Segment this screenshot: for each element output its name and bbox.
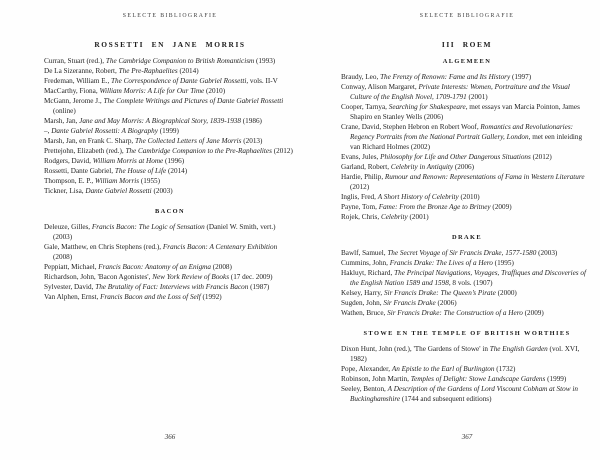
entry-detail: , met een inleiding van Richard Holmes (2002) [350,133,583,151]
entry-author: Marsh, Jan, [44,117,80,125]
entry-title: Philosophy for Life and Other Dangerous Situations [380,153,531,161]
bibliography-entry [44,242,296,262]
section-heading: BACON [154,208,186,215]
entry-title: Dante Gabriel Rossetti: A Biography [51,127,158,135]
section-heading: ALGEMEEN [442,58,492,65]
entry-title: The House of Life [114,167,167,175]
entry-author: Thompson, E. P., [44,177,95,185]
entry-title: Francis Bacon and the Loss of Self [100,293,201,301]
entry-detail: (1993) [254,57,276,65]
entry-title: Dante Gabriel Rossetti [85,187,152,195]
entry-title: Sir Francis Drake: The Construction of a Hero [387,309,523,317]
bibliography-entry [341,152,593,162]
entry-author: Sugden, John, [341,299,384,307]
entry-title: Sir Francis Drake: The Queen’s Pirate [383,289,496,297]
entry-detail: (2010) [204,87,226,95]
entry-title: William Morris: A Life for Our Time [99,87,205,95]
bibliography-entry [44,66,296,76]
entry-author: Rossetti, Dante Gabriel, [44,167,115,175]
entry-detail: (1995) [492,259,514,267]
entry-author: Hardie, Philip, [341,173,385,181]
entry-author: Van Alphen, Ernst, [44,293,101,301]
entry-detail: (online) [53,107,76,115]
entry-detail: , vols. II-V [246,77,278,85]
entry-author: Sylvester, David, [44,283,96,291]
entry-author: Pope, Alexander, [341,365,392,373]
bibliography-entry [341,298,593,308]
bibliography-entry [44,56,296,66]
entry-detail: (2008) [53,253,73,261]
entry-detail: (2013) [241,137,263,145]
entry-title: William Morris [94,177,140,185]
entry-title: Francis Drake: The Lives of a Hero [389,259,493,267]
bibliography-entry [341,72,593,82]
entry-detail: (1732) [494,365,516,373]
bibliography-entry [341,344,593,364]
entry-author: Tickner, Lisa, [44,187,86,195]
running-head-left: SELECTE BIBLIOGRAFIE [122,13,218,19]
entry-detail: (2012) [530,153,552,161]
entry-title: An Epistle to the Earl of Burlington [391,365,495,373]
entry-detail: (1999) [545,375,567,383]
entry-title: The Collected Letters of Jane Morris [135,137,242,145]
entry-detail: (2012) [271,147,293,155]
bibliography-entry [341,308,593,318]
bibliography-entry [44,292,296,302]
entry-author: Fredeman, William E., [44,77,112,85]
bibliography-sections-left [44,40,296,302]
entry-detail: (1996) [163,157,185,165]
bibliography-entry [341,248,593,258]
entry-title: A Short History of Celebrity [377,193,459,201]
entry-title: The Complete Writings and Pictures of Dante Gabriel Rossetti [103,97,284,105]
bibliography-entry [341,384,593,404]
entry-title: New York Review of Books [152,273,229,281]
entry-author: Garland, Robert, [341,163,391,171]
bibliography-entry [44,96,296,116]
bibliography-entry [44,146,296,156]
entry-author: Cummins, John, [341,259,390,267]
entry-title: The Principal Navigations, Voyages, Traffiques and Discoveries of the English Nation 1589 and 1598 [350,269,586,287]
entry-detail: (1999) [157,127,179,135]
entry-title: Romantics and Revolutionaries: Regency Portraits from the National Portrait Gallery, London [350,123,574,141]
running-head-right: SELECTE BIBLIOGRAFIE [419,13,515,19]
entry-title: The Frenzy of Renown: Fame and Its History [380,73,511,81]
entry-author: Cooper, Tarnya, [341,103,389,111]
entry-title: The Brutality of Fact: Interviews with Francis Bacon [95,283,249,291]
bibliography-entry [341,82,593,102]
bibliography-entry [341,162,593,172]
entry-detail: (2001) [466,93,488,101]
bibliography-entry [341,102,593,122]
bibliography-entry [44,186,296,196]
entry-detail: (2006) [435,299,457,307]
bibliography-entry [44,282,296,292]
entry-detail: (2003) [536,249,558,257]
bibliography-entry [44,116,296,126]
bibliography-entry [44,272,296,282]
entry-detail: (2001) [407,213,429,221]
entry-author: –, [44,127,52,135]
entry-title: The English Garden [489,345,548,353]
bibliography-entry [44,262,296,272]
entry-author: Prettejohn, Elizabeth (red.), [44,147,126,155]
entry-detail: (Daniel W. Smith, vert.) (2003) [53,223,276,241]
entry-title: The Cambridge Companion to British Romanticism [105,57,255,65]
entry-detail: (1986) [240,117,262,125]
bibliography-entry [44,176,296,186]
entry-author: Conway, Alison Margaret, [341,83,419,91]
entry-detail: (2006) [453,163,475,171]
entry-detail: (2003) [151,187,173,195]
entry-title: The Pre-Raphaelites [118,67,178,75]
bibliography-entry [341,212,593,222]
bibliography-entry [44,136,296,146]
entry-detail: (2009) [522,309,544,317]
entry-author: Richardson, John, 'Bacon Agonistes', [44,273,153,281]
bibliography-entry [341,122,593,152]
entry-author: Peppiatt, Michael, [44,263,99,271]
entry-author: Braudy, Leo, [341,73,381,81]
entry-author: Kelsey, Harry, [341,289,384,297]
entry-author: Curran, Stuart (red.), [44,57,106,65]
entry-detail: (1992) [200,293,222,301]
bibliography-entry [44,76,296,86]
entry-title: Francis Bacon: The Logic of Sensation [91,223,205,231]
entry-title: Celebrity in Antiquity [390,163,454,171]
entry-detail: (1744 and subsequent editions) [400,395,492,403]
entry-title: Temples of Delight: Stowe Landscape Gardens [410,375,546,383]
page-left [44,0,296,460]
bibliography-entry [341,288,593,298]
entry-detail: (2014) [166,167,188,175]
entry-title: Private Interests: Women, Portraiture and the Visual Culture of the English Novel, 1709-1791 [350,83,570,101]
entry-title: Francis Bacon: Anatomy of an Enigma [98,263,211,271]
entry-author: Bawlf, Samuel, [341,249,388,257]
entry-author: De La Sizeranne, Robert, [44,67,119,75]
entry-detail: (2000) [495,289,517,297]
chapter-heading: ROSSETTI EN JANE MORRIS [94,40,246,49]
entry-title: Searching for Shakespeare [388,103,466,111]
entry-title: Celebrity [380,213,408,221]
entry-detail: (17 dec. 2009) [229,273,273,281]
entry-detail: (2010) [458,193,480,201]
bibliography-entry [341,172,593,192]
entry-detail: (1987) [248,283,270,291]
entry-detail: (2009) [490,203,512,211]
entry-detail: (2014) [177,67,199,75]
bibliography-entry [44,126,296,136]
entry-author: Evans, Jules, [341,153,381,161]
entry-detail: , 8 vols. (1907) [448,279,493,287]
entry-title: The Correspondence of Dante Gabriel Rossetti [111,77,247,85]
bibliography-entry [44,86,296,96]
bibliography-entry [341,202,593,212]
entry-detail: (vol. XVI, 1982) [350,345,580,363]
entry-title: Jane and May Morris: A Biographical Story, 1839-1938 [79,117,241,125]
entry-title: Fame: From the Bronze Age to Britney [378,203,491,211]
bibliography-entry [44,166,296,176]
bibliography-entry [341,192,593,202]
entry-title: The Secret Voyage of Sir Francis Drake, 1577-1580 [387,249,537,257]
entry-detail: (1955) [139,177,161,185]
bibliography-sections-right [341,40,593,404]
entry-author: Inglis, Fred, [341,193,378,201]
entry-author: Rodgers, David, [44,157,93,165]
entry-title: Rumour and Renown: Representations of Fama in Western Literature [384,173,585,181]
entry-author: Gale, Matthew, en Chris Stephens (red.), [44,243,163,251]
bibliography-entry [341,268,593,288]
entry-author: Rojek, Chris, [341,213,381,221]
entry-author: Robinson, John Martin, [341,375,411,383]
entry-title: The Cambridge Companion to the Pre-Raphaelites [125,147,272,155]
entry-author: Seeley, Benton, [341,385,388,393]
bibliography-entry [341,258,593,268]
entry-title: Francis Bacon: A Centenary Exhibition [162,243,278,251]
entry-author: Dixon Hunt, John (red.), 'The Gardens of Stowe' in [341,345,490,353]
bibliography-entry [341,364,593,374]
entry-author: Wathen, Bruce, [341,309,388,317]
entry-detail: (2008) [210,263,232,271]
entry-title: William Morris at Home [92,157,164,165]
chapter-heading: III ROEM [441,40,493,49]
entry-author: MacCarthy, Fiona, [44,87,100,95]
page-number-left: 366 [164,433,176,441]
page-right [341,0,593,460]
entry-author: Marsh, Jan, en Frank C. Sharp, [44,137,136,145]
entry-author: McGann, Jerome J., [44,97,104,105]
entry-detail: (1997) [510,73,532,81]
page-number-right: 367 [461,433,473,441]
section-heading: STOWE EN THE TEMPLE OF BRITISH WORTHIES [363,330,571,337]
bibliography-entry [44,222,296,242]
entry-title: A Description of the Gardens of Lord Viscount Cobham at Stow in Buckinghamshire [350,385,578,403]
entry-detail: (2012) [350,183,370,191]
entry-author: Payne, Tom, [341,203,379,211]
entry-author: Crane, David, Stephen Hebron en Robert Woof, [341,123,481,131]
bibliography-entry [44,156,296,166]
section-heading: DRAKE [451,234,483,241]
entry-title: Sir Francis Drake [383,299,436,307]
entry-author: Hakluyt, Richard, [341,269,395,277]
bibliography-entry [341,374,593,384]
entry-author: Deleuze, Gilles, [44,223,92,231]
entry-detail: , met essays van Marcia Pointon, James Shapiro en Stanley Wells (2006) [350,103,580,121]
